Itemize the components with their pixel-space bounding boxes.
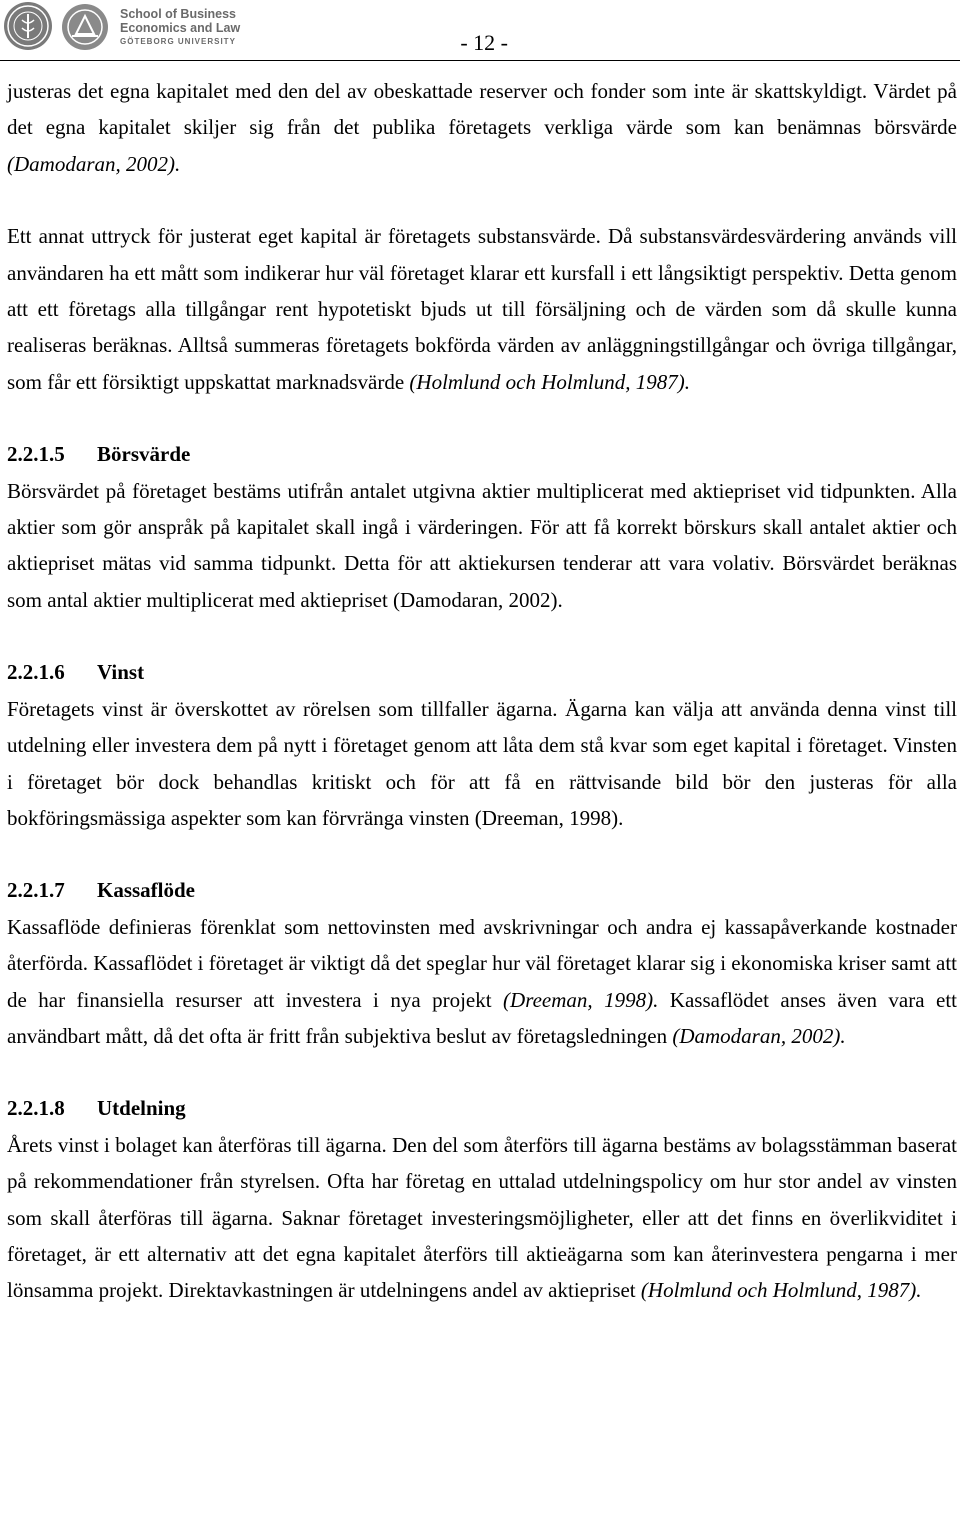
paragraph-text: Ett annat uttryck för justerat eget kapital är företagets substansvärde. Då substansvärdesvärdering används vill användaren ha ett mått som indikerar hur väl företaget klarar ett kursfall i ett långsiktigt perspektiv. Detta genom att ett företags alla tillgångar rent hypotetiskt bjuds ut till försäljning och de värden som då skulle kunna realiseras beräknas. Alltså summeras företagets bokförda värden av anläggningstillgångar och övriga tillgångar, som får ett försiktigt uppskattat marknadsvärde xyxy=(7,224,957,394)
paragraph-text: Kassaflöde definieras förenklat som nettovinsten med avskrivningar och andra ej kassapåverkande kostnader återförda. Kassaflödet i företaget är viktigt då det speglar hur väl företaget klarar sig i ekonomiska kriser samt att de har finansiella resurser att investera i nya projekt xyxy=(7,914,957,1012)
page-number: - 12 - xyxy=(460,30,508,55)
logo-line-1: School of Business xyxy=(120,7,236,21)
section-title: Utdelning xyxy=(97,1096,186,1121)
section-heading-borsvarde xyxy=(7,436,957,472)
citation: (Damodaran, 2002). xyxy=(7,151,181,176)
citation: (Holmlund och Holmlund, 1987). xyxy=(640,1278,922,1303)
paragraph-intro xyxy=(7,73,957,182)
section-number: 2.2.1.6 xyxy=(7,660,65,685)
paragraph-borsvarde: Börsvärdet på företaget bestäms utifrån antalet utgivna aktier multiplicerat med aktiepriset vid tidpunkten. Alla aktier som gör anspråk på kapitalet skall ingå i värderingen. För att få korrekt börskurs skall antalet aktier och aktiepriset mätas vid samma tidpunkt. Detta för att aktiekursen tenderar att vara volativ. Börsvärdet beräknas som antal aktier multiplicerat med aktiepriset (Damodaran, 2002). xyxy=(7,478,957,612)
citation: (Holmlund och Holmlund, 1987). xyxy=(409,369,690,394)
paragraph-kassaflode xyxy=(7,909,957,1055)
paragraph-text: Årets vinst i bolaget kan återföras till ägarna. Den del som återförs till ägarna bestäms av bolagsstämman baserat på rekommendationer från styrelsen. Ofta har företag en uttalad utdelningspolicy om hur stor andel av vinsten som skall återföras till ägarna. Saknar företaget investeringsmöjligheter, eller att det finns en överlikviditet i företaget, är ett alternativ att det egna kapitalet återförs till aktieägarna som kan återinvestera pengarna i mer lönsamma projekt. Direktavkastningen är utdelningens andel av aktiepriset xyxy=(7,1132,957,1303)
section-heading-vinst xyxy=(7,654,957,690)
section-number: 2.2.1.7 xyxy=(7,878,65,903)
section-number: 2.2.1.5 xyxy=(7,442,65,467)
citation: (Dreeman, 1998). xyxy=(503,987,659,1012)
citation: (Damodaran, 2002). xyxy=(672,1023,846,1048)
page-header xyxy=(0,0,960,60)
logo-line-2: Economics and Law xyxy=(120,21,241,35)
section-number: 2.2.1.8 xyxy=(7,1096,65,1121)
seal-emblem-icon xyxy=(6,4,50,48)
section-title: Vinst xyxy=(97,660,145,685)
section-title: Börsvärde xyxy=(97,442,191,467)
school-crest-icon xyxy=(58,2,112,52)
header-divider xyxy=(0,60,960,61)
paragraph-utdelning xyxy=(7,1127,957,1309)
section-title: Kassaflöde xyxy=(97,878,196,903)
paragraph-text: Kassaflödet anses även vara ett användbart mått, då det ofta är fritt från subjektiva beslut av företagsledningen xyxy=(7,987,957,1048)
document-body xyxy=(7,73,957,1309)
section-heading-utdelning xyxy=(7,1090,957,1126)
paragraph-vinst: Företagets vinst är överskottet av rörelsen som tillfaller ägarna. Ägarna kan välja att använda denna vinst till utdelning eller investera dem på nytt i företaget genom att låta dem stå kvar som eget kapital i företaget. Vinsten i företaget bör dock behandlas kritiskt och för att få en rättvisande bild bör den justeras för alla bokföringsmässiga aspekter som kan förvränga vinsten (Dreeman, 1998). xyxy=(7,696,957,830)
paragraph-substansvarde xyxy=(7,218,957,400)
logo-line-3: GÖTEBORG UNIVERSITY xyxy=(120,37,236,46)
school-logo-text xyxy=(120,7,240,49)
section-heading-kassaflode xyxy=(7,872,957,908)
paragraph-text: justeras det egna kapitalet med den del av obeskattade reserver och fonder som inte är skattskyldigt. Värdet på det egna kapitalet skiljer sig från det publika företagets verkliga värde som kan benämnas börsvärde xyxy=(7,79,957,140)
university-seal-icon xyxy=(4,2,52,50)
